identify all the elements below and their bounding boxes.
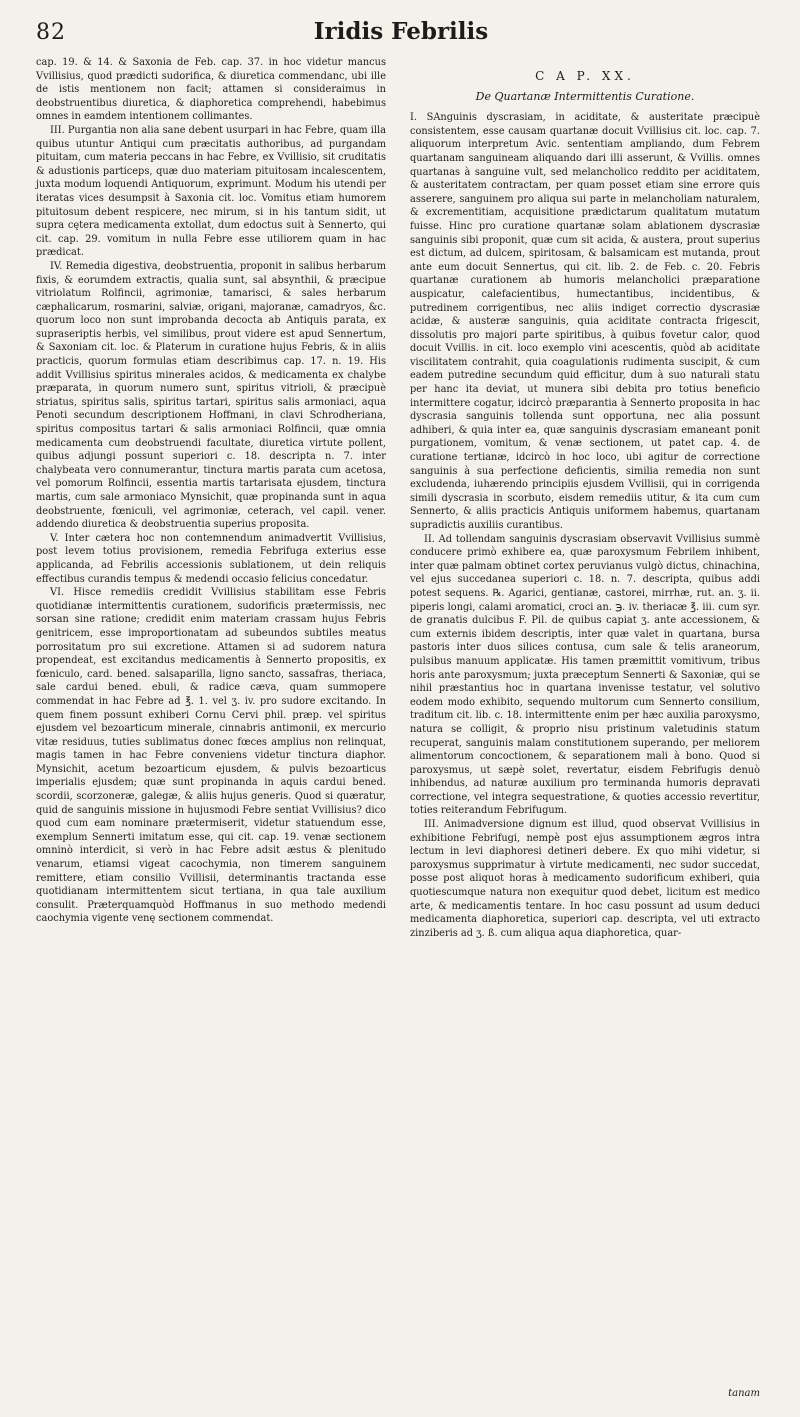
paragraph: III. Purgantia non alia sane debent usurpari in hac Febre, quam illa quibus utuntur Antiqui cum præcitatis authoribus, ad purgandam pituitam, cum materia peccans in hac Febre, ex Vvillisio, sit cruditatis & adustionis particeps, quæ duo materiam pituitosam incalescentem, juxta modum loquendi Antiquorum, exprimunt. Modum his utendi per iteratas vices desumpsit à Saxonia cit. loc. Vomitus etiam humorem pituitosum debent respicere, nec mirum, si in his tantum sidit, ut supra cętera medicamenta extollat, dum edoctus suit à Sennerto, qui cit. cap. 29. vomitum in nulla Febre esse utiliorem quam in hac prædicat.: [36, 124, 386, 259]
left-column: [36, 56, 386, 926]
running-head: [36, 18, 766, 50]
page-heading: Iridis Febrilis: [313, 18, 489, 45]
paragraph: IV. Remedia digestiva, deobstruentia, proponit in salibus herbarum fixis, & eorumdem extractis, qualia sunt, sal absynthii, & præcipue vitriolatum Rolfincii, agrimoniæ, tamarisci, & sales herbarum cæphalicarum, rosmarini, salviæ, origani, majoranæ, camadryos, &c. quorum loco non sunt improbanda decocta ab Antiquis parata, ex supraseriptis herbis, vel similibus, prout videre est apud Sennertum, & Saxoniam cit. loc. & Platerum in curatione hujus Febris, & in aliis practicis, quorum formulas etiam describimus cap. 17. n. 19. His addit Vvillisius spiritus minerales acidos, & medicamenta ex chalybe præparata, in quorum numero sunt, spiritus vitrioli, & præcipuè striatus, spiritus salis, spiritus tartari, spiritus salis armoniaci, aqua Penoti secundum descriptionem Hoffmani, in clavi Schrodheriana, spiritus compositus tartari & salis armoniaci Rolfincii, quæ omnia medicamenta cum deobstruendi facultate, diuretica virtute pollent, quibus adjungi possunt superiori c. 18. descripta n. 7. inter chalybeata vero connumerantur, tinctura martis parata cum acetosa, vel pomorum Rolfincii, essentia martis tartarisata ejusdem, tinctura martis, cum sale armoniaco Mynsichit, quæ propinanda sunt in aqua deobstruente, fœniculi, vel agrimoniæ, ceterach, vel capil. vener. addendo diuretica & deobstruentia superius proposita.: [36, 260, 386, 531]
catchword: tanam: [728, 1388, 760, 1399]
paragraph: V. Inter cætera hoc non contemnendum animadvertit Vvillisius, post levem totius provisionem, remedia Febrifuga exterius esse applicanda, ad Febrilis accessionis sublationem, ut dein reliquis effectibus curandis tempus & medendi occasio felicius concedatur.: [36, 532, 386, 585]
page-number: 82: [36, 20, 66, 45]
right-column: [410, 70, 760, 940]
paragraph: I. SAnguinis dyscrasiam, in aciditate, & austeritate præcipuè consistentem, esse causam quartanæ docuit Vvillisius cit. loc. cap. 7. aliquorum interpretum Avic. sententiam ampliando, dum Febrem quartanam sanguineam aliquando dari illi asserunt, & Vvillis. omnes quartanas à sanguine vult, sed melancholico reddito per aciditatem, & austeritatem contractam, per quam posset etiam sine errore quis asserere, sanguinem pro aliqua sui parte in melancholiam naturalem, & excrementitiam, acquisitione prædictarum qualitatum mutatum fuisse. Hinc pro curatione quartanæ solam ablationem dyscrasiæ sanguinis sibi proponit, quæ cum sit acida, & austera, prout superius est dictum, ad dulcem, spiritosam, & balsamicam est mutanda, prout ante eum docuit Sennertus, qui cit. lib. 2. de Feb. c. 20. Febris quartanæ curationem ab humoris melancholici præparatione auspicatur, calefacientibus, humectantibus, incidentibus, & putredinem corrigentibus, nec aliis indiget correctio dyscrasiæ acidæ, & austeræ sanguinis, quia aciditate contracta frigescit, dissolutis pro majori parte spiritibus, à quibus fovetur calor, quod docuit Vvillis. in cit. loco exemplo vini acescentis, quòd ab aciditate viscilitatem contrahit, quia coagulationis rudimenta suscipit, & cum eadem putredine secundum quid efficitur, dum à suo naturali statu per hanc ita deviat, ut munera sibi debita pro totius beneficio intermittere cogatur, idcircò præparantia à Sennerto proposita in hac dyscrasia sanguinis tollenda sunt opportuna, nec alia possunt adhiberi, & quia inter ea, quæ sanguinis dyscrasiam emaneant ponit purgationem, vomitum, & venæ sectionem, ut patet cap. 4. de curatione tertianæ, idcircò in hoc loco, ubi agitur de correctione sanguinis à sua perfectione deficientis, similia remedia non sunt excludenda, iuhærendo principiis ejusdem Vvillisii, qui in corrigenda simili dyscrasia in scorbuto, eisdem remediis utitur, & ita cum cum Sennerto, & aliis practicis Antiquis uniformem habemus, quartanam supradictis auxiliis curantibus.: [410, 112, 760, 531]
paragraph: cap. 19. & 14. & Saxonia de Feb. cap. 37. in hoc videtur mancus Vvillisius, quod prædicti sudorifica, & diuretica commendanc, ubi ille de istis mentionem non facit; attamen si consideraimus in deobstruentibus diuretica, & diaphoretica comprehendi, habebimus omnes in eamdem intentionem collimantes.: [36, 57, 386, 123]
chapter-subtitle: De Quartanæ Intermittentis Curatione.: [475, 89, 695, 103]
paragraph: II. Ad tollendam sanguinis dyscrasiam observavit Vvillisius summè conducere primò exhibere ea, quæ paroxysmum Febrilem inhibent, inter quæ palmam obtinet cortex peruvianus vulgò dictus, chinachina, vel ejus succedanea superiori c. 18. n. 7. descripta, quibus addi potest sequens. ℞. Agarici, gentianæ, castorei, mirrhæ, rut. an. ʒ. ii. piperis longi, calami aromatici, croci an. ℈. iv. theriacæ ℥. iii. cum syr. de granatis dulcibus F. Pil. de quibus capiat ʒ. ante accessionem, & cum externis ibidem descriptis, inter quæ valet in quartana, bursa pastoris inter duos silices contusa, cum sale & telis araneorum, pulsibus manuum applicatæ. His tamen præmittit vomitivum, tribus horis ante paroxysmum; juxta præceptum Sennerti & Saxoniæ, qui se nihil præstantius hoc in quartana invenisse testatur, vel solutivo eodem modo exhibito, sequendo multorum cum Sennerto consilium, traditum cit. lib. c. 18. intermittente enim per hæc auxilia paroxysmo, natura se colligit, & proprio nisu pristinum valetudinis statum recuperat, sanguinis malam constitutionem superando, per meliorem alimentorum concoctionem, & separationem mali à bono. Quod si paroxysmus, ut sæpè solet, revertatur, eisdem Febrifugis denuò inhibendus, ad naturæ auxilium pro terminanda humoris depravati correctione, vel integra sequestratione, & quoties accessio revertitur, toties reiterandum Febrifugum.: [410, 533, 760, 817]
paragraph: III. Animadversione dignum est illud, quod observat Vvillisius in exhibitione Febrifugi, nempè post ejus assumptionem ægros intra lectum in levi diaphoresi detineri debere. Ex quo mihi videtur, si paroxysmus supprimatur à virtute medicamenti, nec sudor succedat, posse post aliquot horas à medicamento sudorificum exhiberi, quia quotiescumque natura non exequitur quod debet, licitum est medico arte, & medicamentis tentare. In hoc casu possunt ad usum deduci medicamenta diaphoretica, superiori cap. descripta, vel uti extracto zinziberis ad ʒ. ß. cum aliqua aqua diaphoretica, quar-: [410, 819, 760, 939]
chapter-title: C A P. XX.: [535, 69, 635, 83]
paragraph: VI. Hisce remediis credidit Vvillisius stabilitam esse Febris quotidianæ intermittentis curationem, sudorificis prætermissis, nec sorsan sine ratione; credidit enim materiam crassam hujus Febris genitricem, esse improportionatam ad subeundos subtiles meatus porrositatum pro sui excretione. Attamen si ad sudorem natura propendeat, est excitandus medicamentis à Sennerto propositis, ex fœniculo, card. bened. salsaparilla, ligno sancto, sassafras, theriaca, sale cardui bened. ebuli, & radice cæva, quam summopere commendat in hac Febre ad ℥. 1. vel ʒ. iv. pro sudore excitando. In quem finem possunt exhiberi Cornu Cervi phil. præp. vel spiritus ejusdem vel bezoarticum minerale, cinnabris antimonii, ex mercurio vitæ residuus, tuties sublimatus donec fœces amplius non relinquat, magis tamen in hac Febre conveniens videtur tinctura diaphor. Mynsichit, acetum bezoarticum ejusdem, & pulvis bezoarticus imperialis ejusdem; quæ sunt propinanda in aquis cardui bened. scordii, scorzoneræ, galegæ, & aliis hujus generis. Quod si quæratur, quid de sanguinis missione in hujusmodi Febre sentiat Vvillisius? dico quod cum eam nominare prætermiserit, videtur statuendum esse, exemplum Sennerti imitatum esse, qui cit. cap. 19. venæ sectionem omninò interdicit, si verò in hac Febre adsit æstus & plenitudo venarum, etiamsi vigeat cacochymia, non timerem sanguinem remittere, etiam consilio Vvillisii, determinantis tractanda esse quotidianam intermittentem sicut tertiana, in qua tale auxilium consulit. Præterquamquòd Hoffmanus in suo methodo medendi caochymia vigente venę sectionem commendat.: [36, 587, 386, 925]
